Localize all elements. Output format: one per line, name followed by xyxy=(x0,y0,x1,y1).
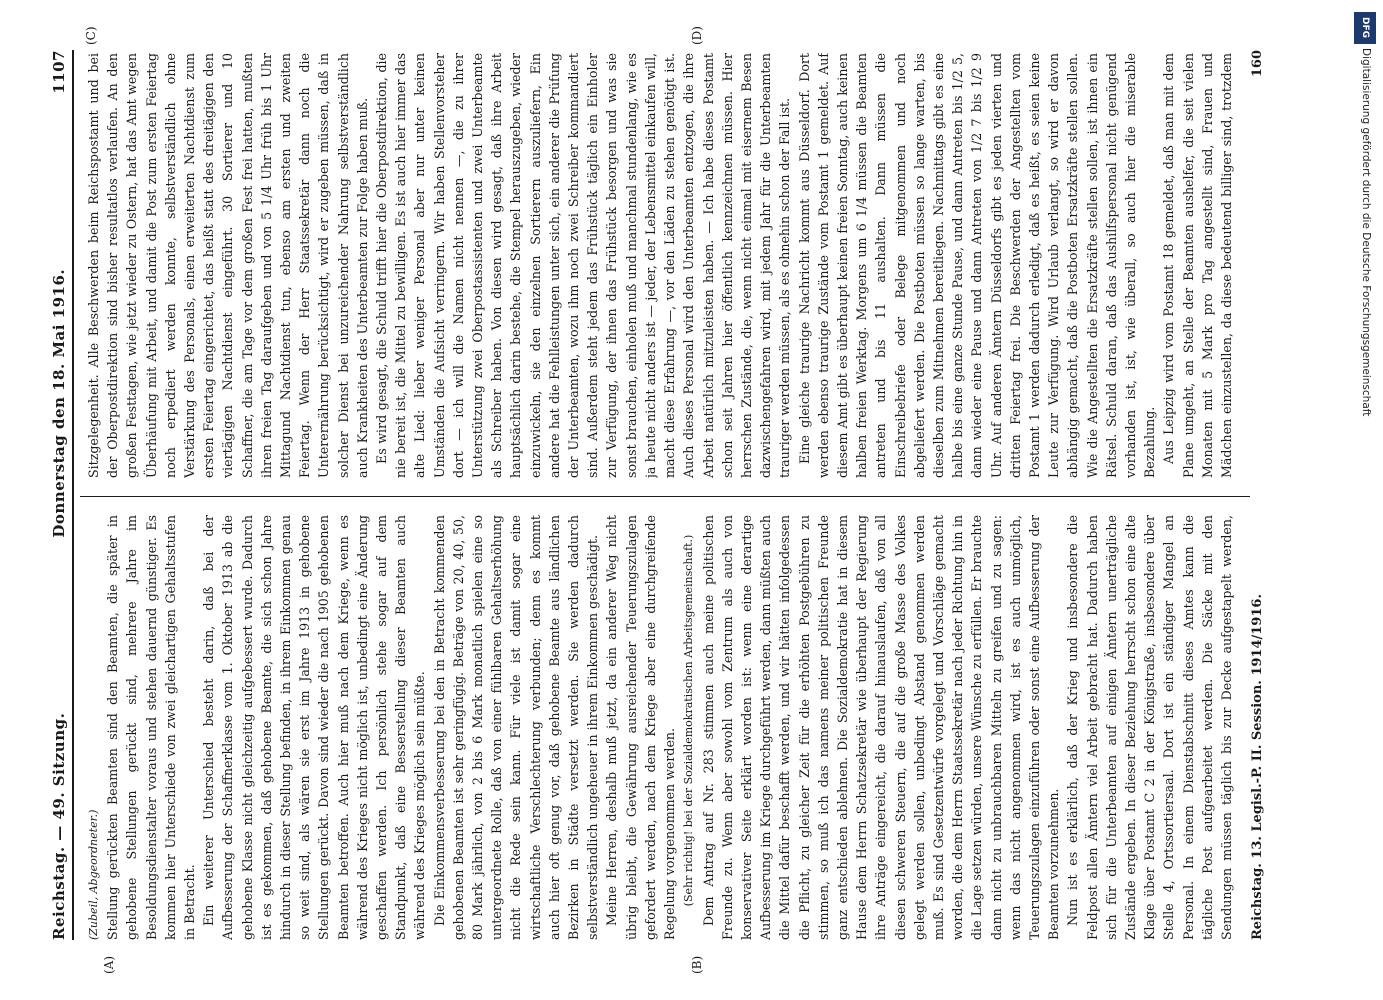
paragraph: Meine Herren, deshalb muß jetzt, da ein anderer Weg nicht übrig bleibt, die Gewährung ausreichender Teuerungszulagen gefordert werden, nach dem Kriege aber eine durchgreifende Regelung vorgenommen werden. xyxy=(604,515,678,940)
paragraph: Die Einkommensverbesserung bei den in Betracht kommenden gehobenen Beamten ist sehr geringfügig. Beträge von 20, 40, 50, 80 Mark jährlich, von 2 bis 6 Mark monatlich spielen eine so untergeordnete Rolle, daß von einer fühlbaren Gehaltserhöhung nicht die Rede sein kann. Für viele ist damit sogar eine wirtschaftliche Verschlechterung verbunden; denn es kommt auch hier oft genug vor, daß gehobene Beamte aus ländlichen Bezirken in Städte versetzt werden. Sie werden dadurch selbstverständlich ungeheuer in ihrem Einkommen geschädigt. xyxy=(431,515,601,940)
paragraph: Eine gleiche traurige Nachricht kommt aus Düsseldorf. Dort werden ebenso traurige Zustände vom Postamt 1 gemeldet. Auf diesem Amt gibt es überhaupt keinen freien Sonntag, auch keinen halben freien Werktag. Morgens um 6 1/4 müssen die Beamten antreten und bis 11 aushalten. Dann müssen die Einschreibebriefe oder Belege mitgenommen und noch abgeliefert werden. Die Postboten müssen so lange warten, bis dieselben zum Mitnehmen bereitliegen. Nachmittags gibt es eine halbe bis eine ganze Stunde Pause, und dann Antreten bis 1/2 5, dann wieder eine Pause und dann Antreten von 1/2 7 bis 1/2 9 Uhr. Auf anderen Ämtern Düsseldorfs gibt es jeden vierten und dritten Feiertag frei. Die Beschwerden der Angestellten vom Postamt 1 werden dadurch erledigt, daß es heißt, es seien keine Leute zur Verfügung. Wird Urlaub verlangt, so wird er davon abhängig gemacht, daß die Postboten Ersatzkräfte stellen sollen. Wie die Angestellten die Ersatzkräfte stellen sollen, ist ihnen ein Rätsel. Schuld daran, daß das Aushilfspersonal nicht genügend vorhanden ist, ist, wie überall, so auch hier die miserable Bezahlung. xyxy=(796,53,1158,478)
dfg-logo: DFG xyxy=(1354,12,1376,44)
speaker-label: (Zubeil, Abgeordneter.) xyxy=(87,809,100,940)
header-rule xyxy=(72,50,74,940)
page-header xyxy=(40,50,68,940)
margin-letter-b: (B) xyxy=(690,955,704,974)
margin-letter-c: (C) xyxy=(84,26,98,45)
paragraph: Aus Leipzig wird vom Postamt 18 gemeldet, daß man mit dem Plane umgeht, an Stelle der Beamten aushelfer, die seit vielen Monaten mit 5 Mark pro Tag angestellt sind, Frauen und Mädchen einzustellen, da diese bedeutend billiger sind, trotzdem xyxy=(1161,53,1234,478)
right-column xyxy=(84,53,1234,478)
paragraph: Nun ist es erklärlich, daß der Krieg und insbesondere die Feldpost allen Ämtern viel Arbeit gebracht hat. Dadurch haben sich für die Unterbeamten auf einigen Ämtern unerträgliche Zustände ergeben. In dieser Beziehung herrscht schon eine alte Klage über Postamt C 2 in der Königstraße, insbesondere über Stelle 4, Ortssortiersaal. Dort ist ein ständiger Mangel an Personal. In einem Dienstabschnitt dieses Amtes kann die tägliche Post aufgearbeitet werden. Die Säcke mit den Sendungen müssen täglich bis zur Decke aufgestapelt werden, xyxy=(1065,515,1234,940)
paragraph: Stellung gerückten Beamten sind den Beamten, die später in gehobene Stellungen gerückt sind, mehrere Jahre im Besoldungsdienstalter voraus und stehen dauernd günstiger. Es kommen hier Unterschiede von zwei gleichartigen Gehaltsstufen in Betracht. xyxy=(105,515,198,940)
left-column xyxy=(84,515,1234,940)
footer-session: Reichstag. 13. Legisl.-P. II. Session. 1914/1916. xyxy=(1249,594,1265,940)
footer-sheet-number: 160 xyxy=(1249,50,1265,78)
digitization-text: Digitalisierung gefördert durch die Deutsche Forschungsgemeinschaft xyxy=(1360,48,1372,417)
digitization-note xyxy=(1352,8,1378,698)
header-date: Donnerstag den 18. Mai 1916. xyxy=(50,268,68,538)
paragraph: Ein weiterer Unterschied besteht darin, daß bei der Aufbesserung der Schaffnerklasse vom 1. Oktober 1913 ab die gehobene Klasse nicht gleichzeitig aufgebessert wurde. Dadurch ist es gekommen, daß gehobene Beamte, die sich schon Jahre hindurch in dieser Stellung befinden, in ihrem Einkommen genau so weit sind, als wären sie erst im Jahre 1913 in gehobene Stellungen gerückt. Davon sind wieder die nach 1905 gehobenen Beamten betroffen. Auch hier muß nach dem Kriege, wenn es während des Krieges nicht möglich ist, unbedingt eine Änderung geschaffen werden. Ich persönlich stehe sogar auf dem Standpunkt, daß eine Besserstellung dieser Beamten auch während des Krieges möglich sein müßte. xyxy=(201,515,428,940)
paragraph: Sitzgelegenheit. Alle Beschwerden beim Reichspostamt und bei der Oberpostdirektion sind bisher resultatlos verlaufen. An den großen Festtagen, wie jetzt wieder zu Ostern, hat das Amt wegen Überhäufung mit Arbeit, und damit die Post zum ersten Feiertag noch erpediert werden konnte, selbstverständlich ohne Verstärkung des Personals, einen erweiterten Nachtdienst zum ersten Feiertag eingerichtet, das heißt statt des dreitägigen den viertägigen Nachtdienst eingeführt. 30 Sortierer und 10 Schaffner, die am Tage vor dem großen Fest frei hatten, mußten ihren freien Tag daraufgeben und von 5 1/4 Uhr früh bis 1 Uhr Mittagund Nachtdienst tun, ebenso am ersten und zweiten Feiertag. Wenn der Herr Staatssekretär dann noch die Unterernährung berücksichtigt, wird er zugeben müssen, daß in solcher Dienst bei unzureichender Nahrung selbstverständlich auch Krankheiten des Unterbeamten zur Folge haben muß. xyxy=(86,53,370,478)
paragraph: Dem Antrag auf Nr. 283 stimmen auch meine politischen Freunde zu. Wenn aber sowohl vom Zentrum als auch von konservativer Seite erklärt worden ist: wenn eine derartige Aufbesserung im Kriege durchgeführt werden, dann müßten auch die Mittel dafür beschafft werden, und wir hätten infolgedessen die Pflicht, zu gleicher Zeit für die erhöhten Postgebühren zu stimmen, so muß ich das namens meiner politischen Freunde ganz entschieden ablehnen. Die Sozialdemokratie hat in diesem Hause dem Herrn Schatzsekretär wie überhaupt der Regierung ihre Anträge eingereicht, die darauf hinauslaufen, daß von all diesen schweren Steuern, die auf die große Masse des Volkes gelegt werden sollen, unbedingt Abstand genommen werden muß. Es sind Gesetzentwürfe vorgelegt und Vorschläge gemacht worden, die dem Herrn Staatssekretär nach jeder Richtung hin in die Lage setzen würden, unsere Wünsche zu erfüllen. Er brauchte dann nicht zu unbrauchbaren Mitteln zu greifen und zu sagen: wenn das nicht angenommen wird, ist es auch unmöglich, Teuerungszulagen einzuführen oder sonst eine Aufbesserung der Beamten vorzunehmen. xyxy=(700,515,1062,940)
rotated-newspaper-page xyxy=(40,26,1310,974)
interjection: (Sehr richtig! bei der Sozialdemokratischen Arbeitsgemeinschaft.) xyxy=(682,534,696,907)
page-footer xyxy=(1246,50,1268,940)
margin-letter-a: (A) xyxy=(102,955,116,974)
paragraph: Es wird gesagt, die Schuld trifft hier die Oberpostdirektion, die nie bereit ist, die Mittel zu bewilligen. Es ist auch hier immer das alte Lied: lieber weniger Personal aber nur unter keinen Umständen die Aufsicht verringern. Wir haben Stellenvorsteher dort — ich will die Namen nicht nennen —, die zu ihrer Unterstützung zwei Oberpostassistenten und zwei Unterbeamte als Schreiber haben. Von diesen wird gesagt, daß ihre Arbeit hauptsächlich darin bestehe, die Stempel herauszugeben, wieder einzuwickeln, sie den einzelnen Sortierern auszuliefern, Ein andere hat die Fehlleistungen unter sich, ein anderer die Prüfung der Unterbeamten, wozu ihm noch zwei Schreiber kommandiert sind. Außerdem steht jedem das Frühstück täglich ein Einholer zur Verfügung, der ihnen das Frühstück besorgen und was sie sonst brauchen, einholen muß und manchmal stundenlang, wie es ja heute nicht anders ist — jeder, der Lebensmittel einkaufen will, macht diese Erfahrung —, vor den Läden zu stehen genötigt ist. Auch dieses Personal wird den Unterbeamten entzogen, die ihre Arbeit natürlich mitzuleisten haben. — Ich habe dieses Postamt schon seit Jahren hier öffentlich kennzeichnen müssen. Hier herrschen Zustände, die, wenn nicht einmal mit eisernem Besen dazwischengefahren wird, mit jedem Jahr für die Unterbeamten trauriger werden müssen, als es ohnehin schon der Fall ist. xyxy=(374,53,793,478)
margin-letter-d: (D) xyxy=(690,26,704,45)
column-divider xyxy=(80,496,1250,497)
page-number: 1107 xyxy=(50,50,68,94)
header-left: Reichstag. — 49. Sitzung. xyxy=(50,712,68,940)
